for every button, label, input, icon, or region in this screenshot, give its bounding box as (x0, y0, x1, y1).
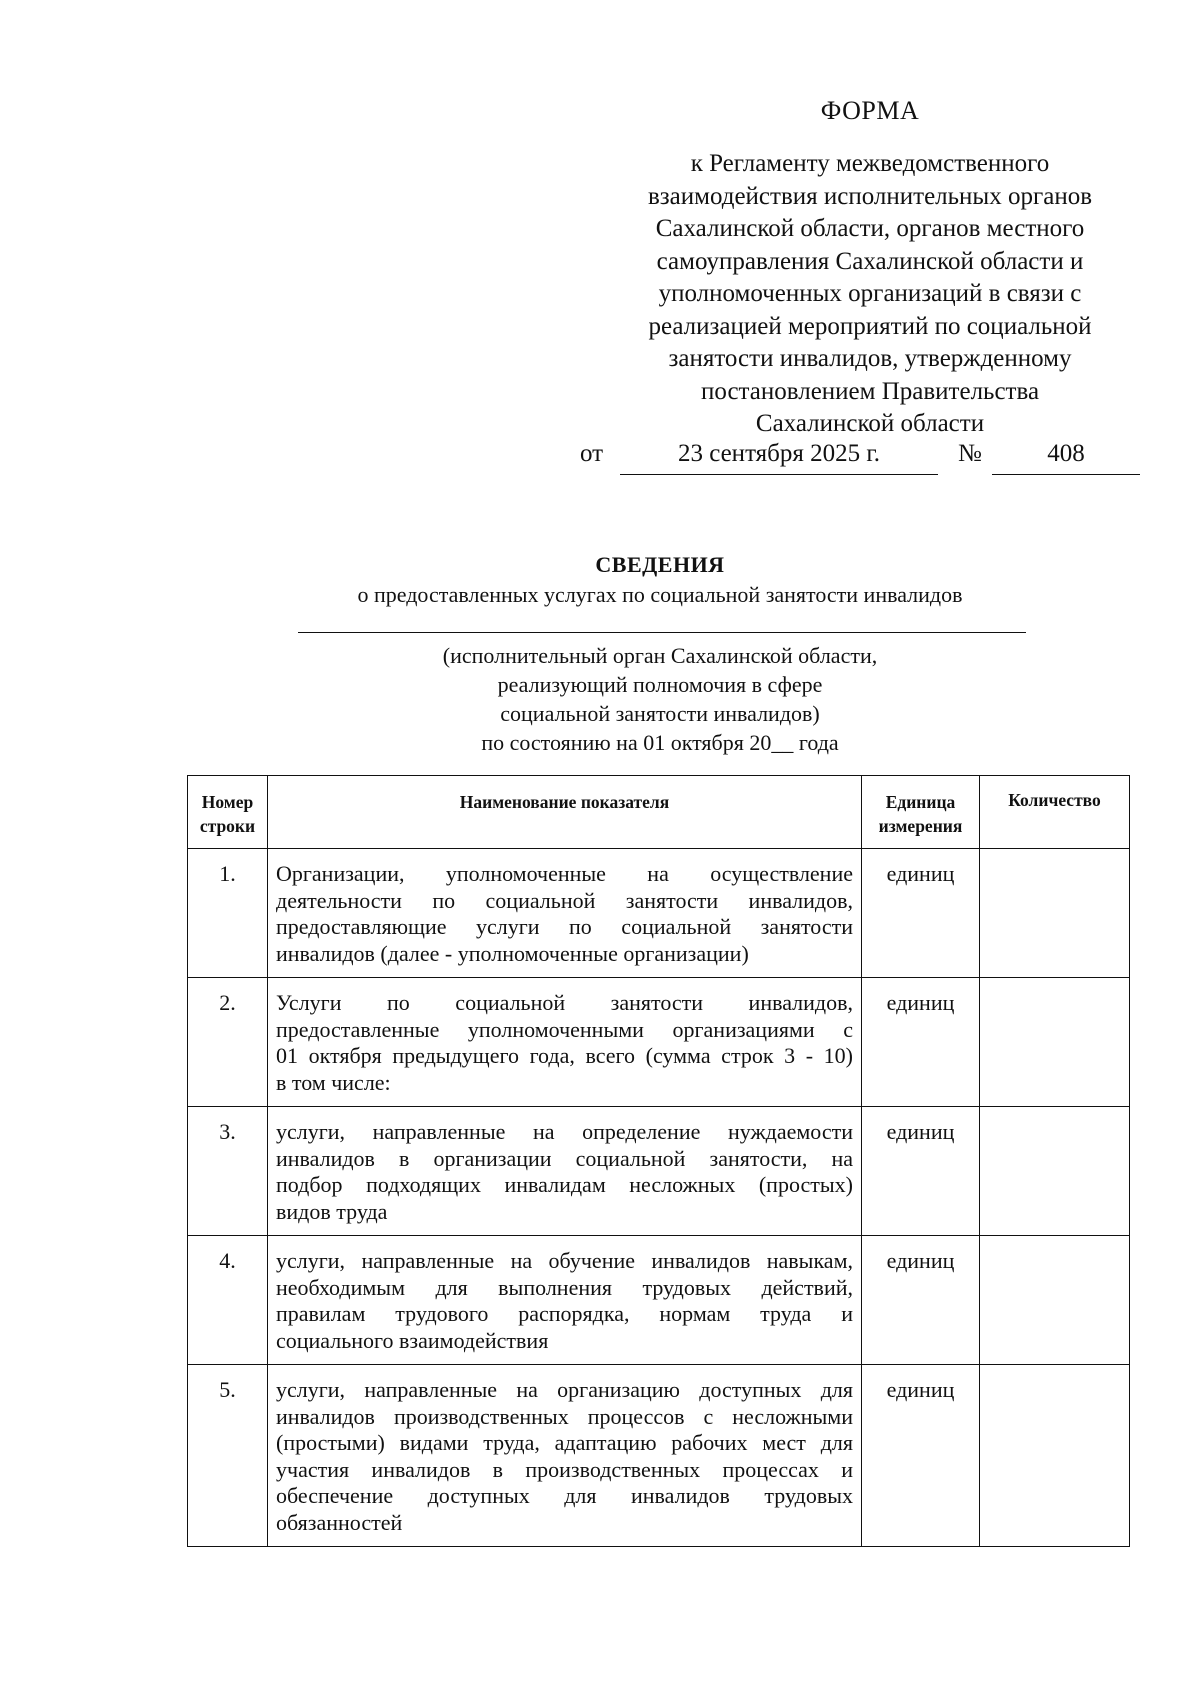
caption-line: (исполнительный орган Сахалинской области, (442, 643, 878, 668)
approval-line: уполномоченных организаций в связи с (658, 280, 1082, 307)
caption-line: по состоянию на 01 октября 20__ года (481, 730, 839, 755)
approval-line: реализацией мероприятий по социальной (648, 312, 1092, 340)
organization-caption (0, 641, 1200, 757)
table-row (188, 1365, 1130, 1547)
quantity-cell[interactable] (980, 1236, 1130, 1365)
row-number: 4. (188, 1236, 268, 1365)
approval-line: Сахалинской области (755, 410, 985, 437)
quantity-cell[interactable] (980, 978, 1130, 1107)
indicator-description: услуги, направленные на определение нуждаемости инвалидов в организации социальной занятости, на подбор подходящих инвалидам несложных (простых) видов труда (268, 1107, 862, 1236)
column-header-unit: Единица измерения (862, 776, 980, 849)
date-prefix: от (580, 440, 604, 467)
date-number-line (580, 440, 1140, 476)
caption-line: социальной занятости инвалидов) (500, 701, 820, 726)
quantity-cell[interactable] (980, 849, 1130, 978)
unit-cell: единиц (862, 1365, 980, 1547)
approval-line: самоуправления Сахалинской области и (656, 247, 1084, 275)
row-number: 2. (188, 978, 268, 1107)
row-number: 1. (188, 849, 268, 978)
approval-line: постановлением Правительства (700, 377, 1040, 405)
indicator-description: услуги, направленные на организацию доступных для инвалидов производственных процессов с несложными (простыми) видами труда, адаптацию рабочих мест для участия инвалидов в производственных процессах и обеспечение доступных для инвалидов трудовых обязанностей (268, 1365, 862, 1547)
organization-blank-line (298, 632, 1026, 633)
quantity-cell[interactable] (980, 1107, 1130, 1236)
unit-cell: единиц (862, 978, 980, 1107)
row-number: 5. (188, 1365, 268, 1547)
approval-line: к Регламенту межведомственного (690, 150, 1050, 177)
approval-line: взаимодействия исполнительных органов (647, 182, 1093, 210)
unit-cell: единиц (862, 849, 980, 978)
quantity-cell[interactable] (980, 1365, 1130, 1547)
approval-block (600, 148, 1140, 441)
table-header-row (188, 776, 1130, 849)
row-number: 3. (188, 1107, 268, 1236)
indicator-description: Услуги по социальной занятости инвалидов, предоставленные уполномоченными организациями с 01 октября предыдущего года, всего (сумма строк 3 - 10) в том числе: (268, 978, 862, 1107)
form-title: ФОРМА (820, 96, 920, 125)
indicator-description: Организации, уполномоченные на осуществление деятельности по социальной занятости инвалидов, предоставляющие услуги по социальной занятости инвалидов (далее - уполномоченные организации) (268, 849, 862, 978)
unit-cell: единиц (862, 1236, 980, 1365)
table-row (188, 1107, 1130, 1236)
column-header-row-number: Номер строки (188, 776, 268, 849)
date-value: 23 сентября 2025 г. (620, 440, 938, 475)
indicator-description: услуги, направленные на обучение инвалидов навыкам, необходимым для выполнения трудовых действий, правилам трудового распорядка, нормам труда и социального взаимодействия (268, 1236, 862, 1365)
document-subheading: о предоставленных услугах по социальной занятости инвалидов (357, 582, 963, 607)
column-header-quantity: Количество (980, 776, 1130, 849)
caption-line: реализующий полномочия в сфере (497, 672, 823, 697)
number-sign: № (958, 440, 982, 467)
column-header-indicator-name: Наименование показателя (268, 776, 862, 849)
table-row (188, 978, 1130, 1107)
approval-line: Сахалинской области, органов местного (655, 215, 1085, 242)
services-table (187, 775, 1130, 1547)
unit-cell: единиц (862, 1107, 980, 1236)
document-heading: СВЕДЕНИЯ (595, 552, 725, 577)
table-row (188, 1236, 1130, 1365)
number-value: 408 (992, 440, 1140, 475)
approval-line: занятости инвалидов, утвержденному (668, 345, 1072, 372)
table-row (188, 849, 1130, 978)
